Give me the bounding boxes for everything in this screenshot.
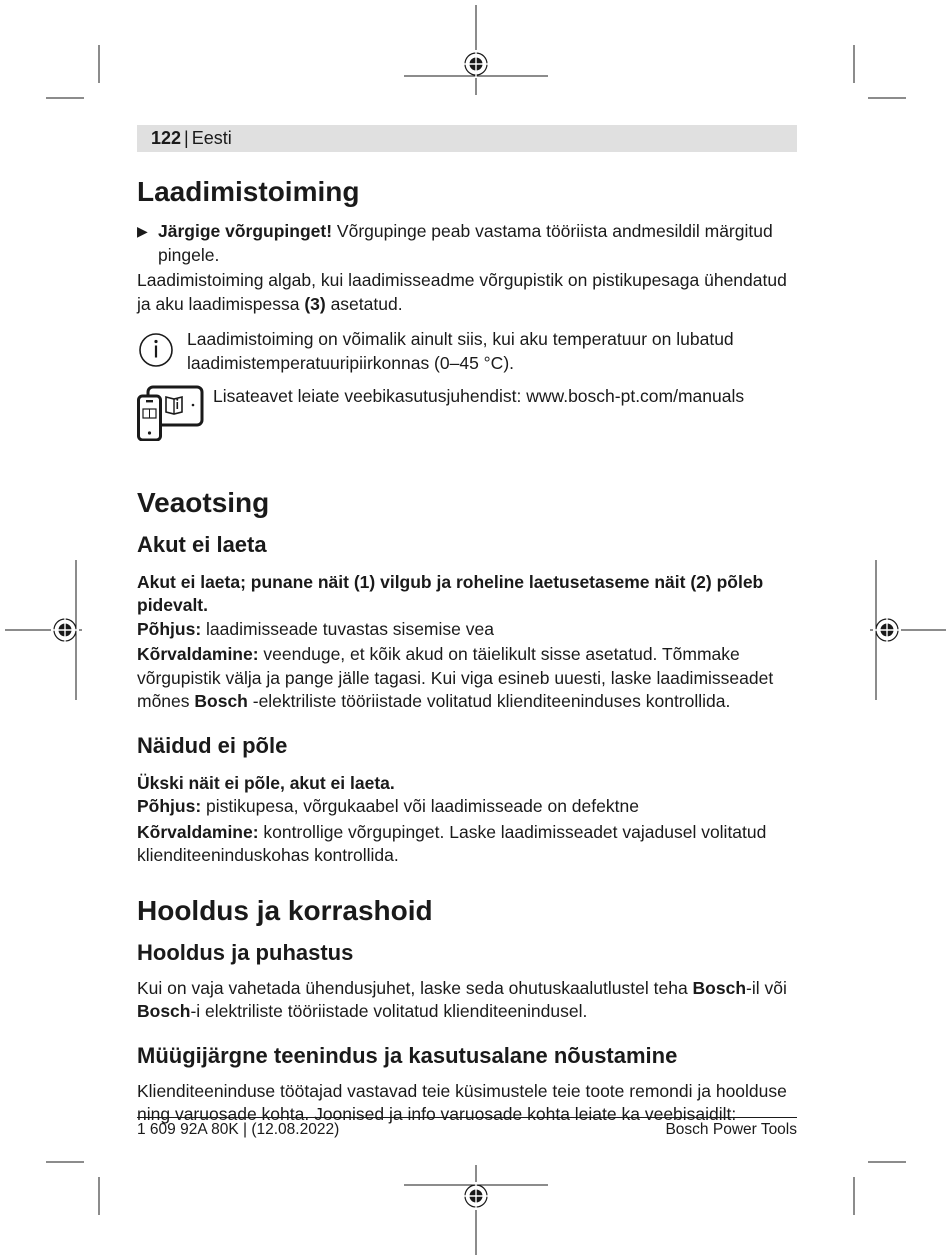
after-sales-paragraph: Klienditeeninduse töötajad vastavad teie küsimustele teie toote remondi ja hoolduse ning varuosade kohta. Joonised ja info varuosade kohta leiate ka veebisaidilt: xyxy=(137,1080,787,1124)
bullet-triangle-icon: ▶ xyxy=(137,223,148,239)
cause-no-indicators: Põhjus: pistikupesa, võrgukaabel või laadimisseade on defektne xyxy=(137,796,639,816)
header-separator: | xyxy=(184,128,189,148)
registration-target-top xyxy=(462,50,490,78)
info-note xyxy=(137,328,797,375)
symptom-no-indicators: Ükski näit ei põle, akut ei laeta. xyxy=(137,772,395,793)
footer-brand: Bosch Power Tools xyxy=(665,1121,797,1138)
cleaning-paragraph: Kui on vaja vahetada ühendusjuhet, laske seda ohutuskaalutlustel teha Bosch-il või Bosch-i elektriliste tööriistade volitatud klienditeenindusel. xyxy=(137,977,787,1021)
warning-bold: Järgige võrgupinget! xyxy=(158,221,333,241)
header-language: Eesti xyxy=(191,128,232,148)
page-header-bar xyxy=(137,125,797,152)
online-manual-icon xyxy=(137,385,213,448)
footer-doc-code: 1 609 92A 80K | (12.08.2022) xyxy=(137,1121,340,1138)
info-icon xyxy=(137,328,187,375)
fix-not-charging: Kõrvaldamine: veenduge, et kõik akud on täielikult sisse asetatud. Tõmmake võrgupistik välja ja pange jälle tagasi. Kui viga esineb uuesti, laske laadimisseadet mõnes Bosch -elektriliste tööriistade volitatud klienditeeninduses kontrollida. xyxy=(137,644,774,711)
warning-bullet xyxy=(137,220,797,267)
cause-not-charging: Põhjus: laadimisseade tuvastas sisemise vea xyxy=(137,618,494,639)
registration-target-right xyxy=(873,616,901,644)
subheading-cleaning: Hooldus ja puhastus xyxy=(137,939,354,965)
ref-3: (3) xyxy=(304,293,326,314)
heading-maintenance: Hooldus ja korrashoid xyxy=(137,894,433,926)
page-footer xyxy=(137,1117,797,1140)
charging-paragraph: Laadimistoiming algab, kui laadimisseadme võrgupistik on pistikupesaga ühendatud ja aku laadimispessa (3) asetatud. xyxy=(137,270,787,314)
subheading-not-charging: Akut ei laeta xyxy=(137,531,267,557)
warning-text: Võrgupinge peab vastama tööriista andmesildil märgitud pingele. xyxy=(158,221,773,265)
info-note-text: Laadimistoiming on võimalik ainult siis, kui aku temperatuur on lubatud laadimistemperatuuripiirkonnas (0–45 °C). xyxy=(187,329,734,373)
subheading-after-sales: Müügijärgne teenindus ja kasutusalane nõustamine xyxy=(137,1042,678,1068)
page-number: 122 xyxy=(151,128,182,148)
registration-target-left xyxy=(51,616,79,644)
page-content xyxy=(137,175,797,1127)
symptom-not-charging: Akut ei laeta; punane näit (1) vilgub ja roheline laetusetaseme näit (2) põleb pidevalt. xyxy=(137,571,764,615)
manuals-note xyxy=(137,385,797,448)
registration-target-bottom xyxy=(462,1182,490,1210)
manuals-note-text: Lisateavet leiate veebikasutusjuhendist: www.bosch-pt.com/manuals xyxy=(213,386,745,406)
fix-no-indicators: Kõrvaldamine: kontrollige võrgupinget. Laske laadimisseadet vajadusel volitatud klienditeeninduskohas kontrollida. xyxy=(137,821,767,865)
heading-troubleshooting: Veaotsing xyxy=(137,486,270,518)
subheading-no-indicators: Näidud ei põle xyxy=(137,732,288,758)
warning-bullet-text xyxy=(158,220,797,267)
heading-charging: Laadimistoiming xyxy=(137,176,360,207)
